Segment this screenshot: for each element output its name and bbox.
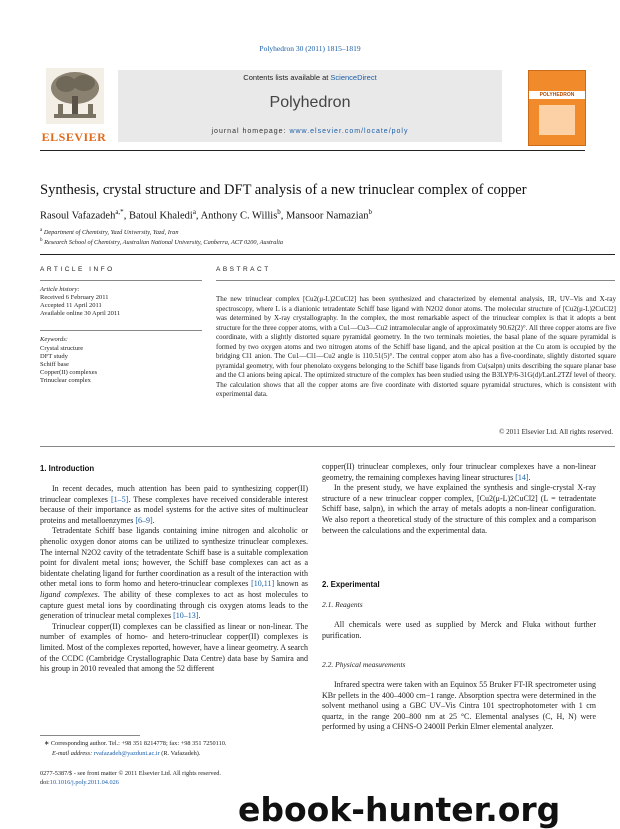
citation-link[interactable]: [14] [515,472,529,482]
physical-paragraph: Infrared spectra were taken with an Equinox 55 Bruker FT-IR spectrometer using KBr pellets in the 400–4000 cm−1 range. Absorption spectra were determined in the solvent methanol using a GBC UV–Vis Cintra 101 spectrophotometer with 1 cm quartz, in the range 200–800 nm at 25 °C. Elemental analyses (C, H, N) were performed by using a CHNS-O 2400II Perkin Elmer elemental analyzer. [322,680,596,732]
cover-title: POLYHEDRON [539,92,575,98]
affiliation-b [40,238,283,246]
text-run: . The ability of these complexes to act as host molecules to capture guest metal ions by coordinating through cis oxygen atoms leads to the generation of trinuclear metal complexes [40,589,309,621]
keywords-label: Keywords: [40,336,68,343]
issn-line: 0277-5387/$ - see front matter © 2011 Elsevier Ltd. All rights reserved. [40,770,221,777]
abstract-text: The new trinuclear complex [Cu2(μ-L)2CuCl2] has been synthesized and characterized by elemental analysis, IR, UV–Vis and X-ray spectroscopy, where L is a dianionic tetradentate Schiff base ligand with N2O2 donor atoms. The molecular structure of [Cu2(μ-L)2CuCl2] was determined by X-ray crystallography. In the complex, the most remarkable aspect of the trinuclear complex is that it adopts a bent structure for the three copper atoms, with a Cu1—Cu3—Cu2 intramolecular angle of approximately 90.62(2)°. All three copper atoms are five coordinate, with a slightly distorted square pyramidal geometry. In the two terminals moieties, the basal plane of the square pyramidal is formed by two oxygen atoms and two nitrogen atoms of the Schiff base ligand, and the apical position at the Cu atom is occupied by the bridging Cl1 anion. The Cu1—Cl1—Cu2 angle is 110.51(5)°. The central copper atom also has a five-coordinate, slightly distorted square pyramidal geometry, with four phenolato oxygens belonging to the Schiff base ligands from Cu(salpn) units describing the square planar base and the Cl anions being apical. The optimized structure of the complex has been studied using the B3LYP/6-31G(d)/LanL2TZf level of theory. The calculation shows that all the copper atoms are five coordinate with distorted square pyramidal structures, which is consistent with experimental data. [216,295,616,398]
author-affil-mark[interactable]: b [277,208,281,216]
subsection-heading-reagents: 2.1. Reagents [322,600,363,609]
keyword-item: DFT study [40,353,68,360]
journal-cover-image [528,70,586,146]
intro-paragraph-2 [40,526,308,621]
reagents-block [322,620,596,641]
abstract-heading: ABSTRACT [216,266,271,273]
email-label: E-mail address: [52,750,94,757]
author-name[interactable]: Batoul Khaledi [128,210,193,222]
section-heading-experimental: 2. Experimental [322,580,380,589]
author-affil-mark[interactable]: a,* [115,208,124,216]
elsevier-tree-icon [46,68,104,124]
citation-link[interactable]: [10–13] [173,611,199,621]
article-title: Synthesis, crystal structure and DFT analysis of a new trinuclear complex of copper [40,182,527,198]
email-line [52,750,200,757]
contents-prefix: Contents lists available at [243,73,331,82]
reagents-paragraph: All chemicals were used as supplied by Merck and Fluka without further purification. [322,620,596,640]
intro-paragraph-1 [40,484,308,526]
journal-header [118,70,502,142]
contents-line [118,73,502,82]
introduction-column [40,484,308,675]
text-run: . [198,611,201,621]
text-run: . These complexes have received considerable interest because of their importance as model systems for the active sites of multinuclear proteins and metalloenzymes [40,494,308,525]
corresponding-author-note: ∗ Corresponding author. Tel.: +98 351 8214778; fax: +98 351 7250110. [44,740,227,747]
text-run: Tetradentate Schiff base ligands containing imine nitrogen and alcoholic or phenolic oxygen donor atoms can be utilized to synthesize trinuclear complexes. The internal N2O2 cavity of the tetradentate Schiff base is a suitable complexation point for divalent metal ions; however, the Schiff base complexes can act as a bidentate chelating ligand for further coordination as a result of the interaction with other metal ions to form homo and hetero-trinuclear complexes [40,526,308,589]
journal-reference[interactable]: Polyhedron 30 (2011) 1815–1819 [259,44,361,53]
journal-homepage [118,128,502,135]
affiliation-mark: a [40,228,43,233]
abstract-bottom-rule [40,446,615,447]
affiliation-text: Research School of Chemistry, Australian National University, Canberra, ACT 0200, Australia [44,239,284,247]
cover-graphic [539,105,575,135]
intro-paragraph-4 [322,462,596,483]
received-date: Received 6 February 2011 [40,294,109,301]
sciencedirect-link[interactable]: ScienceDirect [330,73,377,82]
author-list: Rasoul Vafazadeh$^{a,*}$, Batoul Khaledi$^a$, Anthony C. Willis$^b$, Mansoor Namazian$^b$ [40,208,373,222]
article-info-rule [40,280,202,281]
affiliation-text: Department of Chemistry, Yazd University, Yazd, Iran [43,229,179,237]
citation-link[interactable]: [10,11] [251,579,275,589]
affiliation-rule [40,254,615,255]
footnote-rule [40,735,140,736]
keyword-item: Trinuclear complex [40,377,91,384]
section-heading-introduction: 1. Introduction [40,464,95,473]
author-affil-mark[interactable]: b [368,208,373,216]
abstract-rule [216,280,615,281]
keyword-item: Copper(II) complexes [40,369,98,376]
author-name[interactable]: Anthony C. Willis [200,210,278,222]
affiliation-mark: b [40,238,43,243]
text-run-emphasis: ligand complexes [40,589,98,599]
journal-name: Polyhedron [269,94,351,111]
intro-paragraph-5: In the present study, we have explained the synthesis and single-crystal X-ray structure of a new trinuclear copper complex, [Cu2(μ-L)2CuCl2] (L = tetradentate Schiff base, salpn), in which the array of metals adopts a non-linear configuration. We also report a theoretical study of the structure of this complex and a comparison between the calculations and the experimental data. [322,483,596,535]
citation-link[interactable]: [6–9] [135,515,153,525]
homepage-link[interactable]: www.elsevier.com/locate/poly [289,128,409,135]
citation-link[interactable]: [1–5] [110,494,129,504]
doi-line [40,779,119,786]
author-name[interactable]: Mansoor Namazian [286,210,369,222]
intro-paragraph-3: Trinuclear copper(II) complexes can be classified as linear or non-linear. The number of examples of homo- and hetero-trinuclear copper(II) complexes is limited. Most of the complexes reported, however, have a linear geometry. A search of the CCDC (Cambridge Crystallographic Data Centre) data base by Samira and his group in 2010 revealed that among the 52 different [40,621,308,674]
author-affil-mark[interactable]: a [192,208,196,216]
subsection-heading-physical: 2.2. Physical measurements [322,660,406,669]
text-run: In recent decades, much attention has been paid to synthesizing copper(II) trinuclear complexes [40,484,308,504]
keywords-rule [40,330,202,331]
publisher-name: ELSEVIER [41,130,107,144]
watermark-text: ebook-hunter.org [238,790,561,829]
text-run: . [528,472,531,482]
keyword-item: Schiff base [40,361,69,368]
accepted-date: Accepted 11 April 2011 [40,302,102,309]
abstract-copyright: © 2011 Elsevier Ltd. All rights reserved. [499,428,613,436]
header-rule [40,150,585,151]
keyword-item: Crystal structure [40,345,84,352]
text-run: known as [274,579,308,589]
article-history-label: Article history: [40,286,80,293]
email-suffix: (R. Vafazadeh). [159,750,201,757]
doi-link[interactable]: 10.1016/j.poly.2011.04.026 [49,779,119,786]
homepage-prefix: journal homepage: [211,128,290,135]
physical-block [322,680,596,733]
elsevier-logo [40,66,108,144]
text-run: copper(II) trinuclear complexes, only four trinuclear complexes have a non-linear geometry, the remaining complexes having linear structures [322,462,596,482]
affiliation-a [40,228,179,236]
text-run: . [152,515,155,525]
right-column [322,462,596,536]
doi-prefix: doi: [40,779,50,786]
online-date: Available online 30 April 2011 [40,310,121,317]
email-link[interactable]: rvafazadeh@yazduni.ac.ir [93,750,160,757]
author-name[interactable]: Rasoul Vafazadeh [40,210,116,222]
article-info-heading: ARTICLE INFO [40,266,115,273]
